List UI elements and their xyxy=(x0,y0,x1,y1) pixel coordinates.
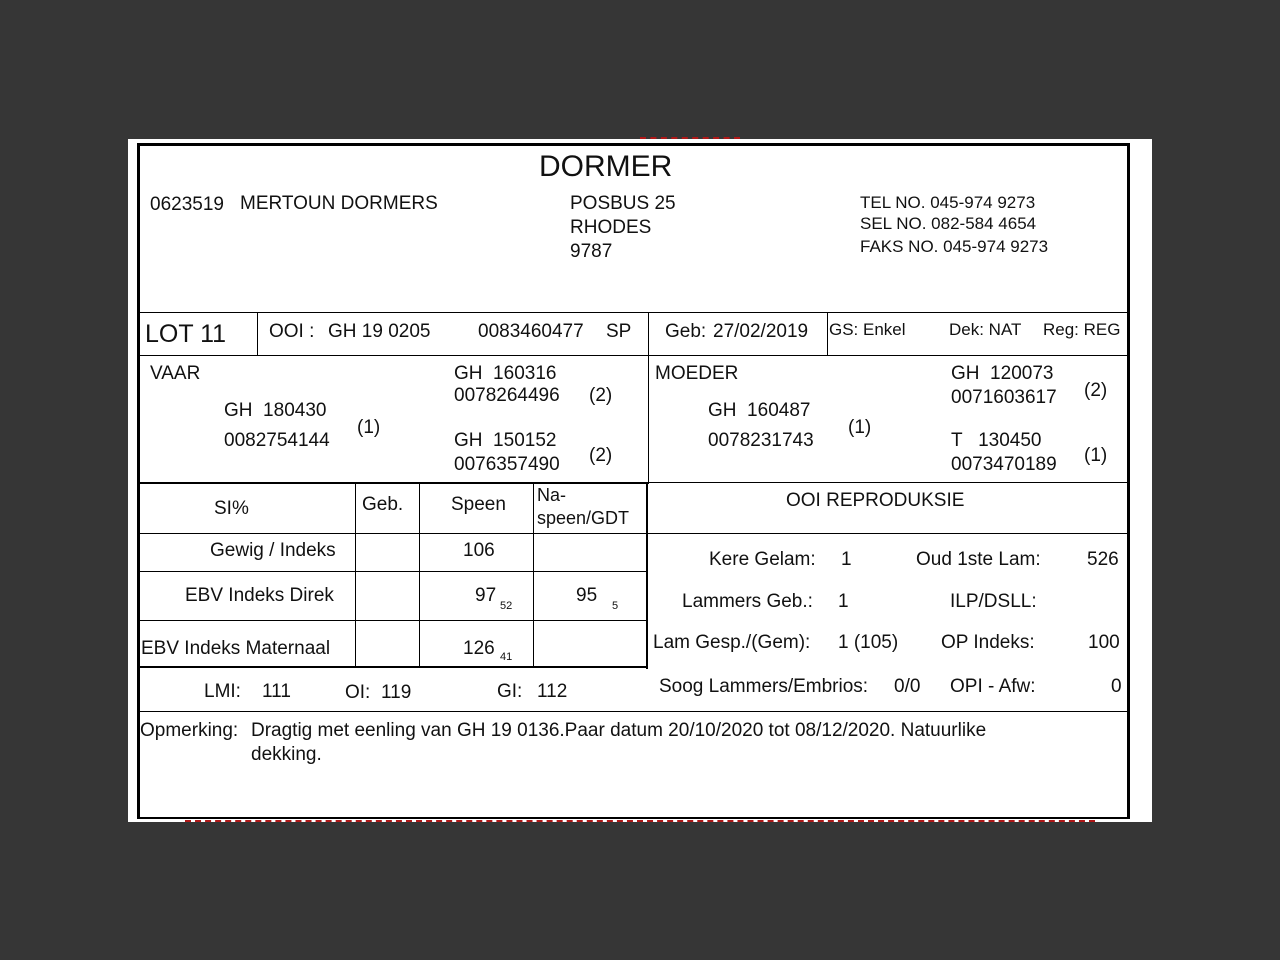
vaar-id: GH 180430 xyxy=(224,400,327,421)
divider-lot-2 xyxy=(648,312,649,355)
repro-title: OOI REPRODUKSIE xyxy=(786,490,965,511)
row-direk-speen: 97 xyxy=(475,585,497,606)
row-gewig-speen: 106 xyxy=(463,540,495,561)
op-indeks-label: OP Indeks: xyxy=(941,632,1035,653)
vaar-dam-number: 0076357490 xyxy=(454,454,560,475)
top-red-cut-mark xyxy=(640,137,740,139)
moeder-label: MOEDER xyxy=(655,363,739,384)
vaar-number: 0082754144 xyxy=(224,430,330,451)
lammers-geb-value: 1 xyxy=(838,591,849,612)
sel-number: SEL NO. 082-584 4654 xyxy=(860,214,1037,233)
ooi-number: 0083460477 xyxy=(478,321,584,342)
opi-label: OPI - Afw: xyxy=(950,676,1036,697)
speen-header: Speen xyxy=(451,494,506,515)
vaar-gen: (1) xyxy=(357,417,381,438)
ooi-code: SP xyxy=(606,321,632,342)
oi-value: 119 xyxy=(381,682,412,703)
opmerking-line-1: Dragtig met eenling van GH 19 0136.Paar datum 20/10/2020 tot 08/12/2020. Natuurlike xyxy=(251,720,987,741)
reg-value: Reg: REG xyxy=(1043,320,1121,339)
repro-top xyxy=(648,482,1129,483)
lot-number: LOT 11 xyxy=(145,320,227,348)
vaar-sire-gen: (2) xyxy=(589,385,613,406)
breed-title: DORMER xyxy=(539,150,673,183)
moeder-sire-number: 0071603617 xyxy=(951,387,1057,408)
geb-label: Geb: xyxy=(665,321,707,342)
kere-gelam-value: 1 xyxy=(841,549,852,570)
ilp-label: ILP/DSLL: xyxy=(950,591,1037,612)
opi-value: 0 xyxy=(1111,676,1122,697)
divider-lot-3 xyxy=(827,312,828,355)
divider-pedigree-middle xyxy=(648,355,649,483)
si-col-3 xyxy=(533,483,534,667)
address-line-3: 9787 xyxy=(570,241,613,262)
lam-gesp-value: 1 (105) xyxy=(838,632,899,653)
faks-number: FAKS NO. 045-974 9273 xyxy=(860,237,1049,256)
moeder-gen: (1) xyxy=(848,417,872,438)
si-table-top xyxy=(139,482,649,484)
geb-date: 27/02/2019 xyxy=(713,321,809,342)
breeder-name: MERTOUN DORMERS xyxy=(240,193,438,214)
lam-gesp-label: Lam Gesp./(Gem): xyxy=(653,632,811,653)
lmi-value: 111 xyxy=(262,681,291,702)
vaar-dam-id: GH 150152 xyxy=(454,430,557,451)
row-maternaal-speen-sub: 41 xyxy=(500,651,513,663)
si-table-bottom xyxy=(139,666,648,668)
moeder-sire-gen: (2) xyxy=(1084,380,1108,401)
oud-lam-label: Oud 1ste Lam: xyxy=(916,549,1041,570)
geb-header: Geb. xyxy=(362,494,404,515)
vaar-sire-id: GH 160316 xyxy=(454,363,557,384)
row-direk-label: EBV Indeks Direk xyxy=(185,585,334,606)
moeder-id: GH 160487 xyxy=(708,400,811,421)
ooi-id: GH 19 0205 xyxy=(328,321,431,342)
tel-number: TEL NO. 045-974 9273 xyxy=(860,193,1036,212)
naspeen-header-line2: speen/GDT xyxy=(537,508,630,528)
opmerking-line-2: dekking. xyxy=(251,744,322,765)
gi-label: GI: xyxy=(497,681,523,702)
soog-label: Soog Lammers/Embrios: xyxy=(659,676,869,697)
si-header: SI% xyxy=(214,498,249,519)
row-direk-speen-sub: 52 xyxy=(500,600,513,612)
soog-value: 0/0 xyxy=(894,676,921,697)
naspeen-header-line1: Na- xyxy=(537,485,567,505)
vaar-sire-number: 0078264496 xyxy=(454,385,560,406)
divider-lot-1 xyxy=(257,312,258,355)
divider-opmerking-top xyxy=(139,711,1129,712)
row-maternaal-label: EBV Indeks Maternaal xyxy=(141,638,331,659)
si-col-2 xyxy=(419,483,420,667)
divider-lot-top xyxy=(139,312,1129,313)
gs-value: GS: Enkel xyxy=(829,320,906,339)
row-direk-naspeen-sub: 5 xyxy=(612,600,619,612)
opmerking-label: Opmerking: xyxy=(140,720,239,741)
ooi-label: OOI : xyxy=(269,321,315,342)
address-line-1: POSBUS 25 xyxy=(570,193,676,214)
row-maternaal-speen: 126 xyxy=(463,638,495,659)
si-row-2 xyxy=(139,571,648,572)
moeder-dam-id: T 130450 xyxy=(951,430,1042,451)
oi-label: OI: xyxy=(345,682,371,703)
bottom-red-cut-mark xyxy=(185,820,1095,822)
row-gewig-label: Gewig / Indeks xyxy=(210,540,336,561)
oud-lam-value: 526 xyxy=(1087,549,1119,570)
moeder-number: 0078231743 xyxy=(708,430,814,451)
kere-gelam-label: Kere Gelam: xyxy=(709,549,816,570)
moeder-sire-id: GH 120073 xyxy=(951,363,1054,384)
address-line-2: RHODES xyxy=(570,217,652,238)
si-col-1 xyxy=(355,483,356,667)
vaar-label: VAAR xyxy=(150,363,201,384)
lmi-label: LMI: xyxy=(204,681,241,702)
si-row-1 xyxy=(139,533,1129,534)
op-indeks-value: 100 xyxy=(1088,632,1120,653)
si-table-right xyxy=(646,482,648,669)
dek-value: Dek: NAT xyxy=(949,320,1022,339)
divider-lot-bottom xyxy=(139,355,1129,356)
lammers-geb-label: Lammers Geb.: xyxy=(682,591,813,612)
row-direk-naspeen: 95 xyxy=(576,585,598,606)
gi-value: 112 xyxy=(537,681,568,702)
vaar-dam-gen: (2) xyxy=(589,445,613,466)
breeder-number: 0623519 xyxy=(150,194,224,215)
moeder-dam-gen: (1) xyxy=(1084,445,1108,466)
moeder-dam-number: 0073470189 xyxy=(951,454,1057,475)
si-row-3 xyxy=(139,620,648,621)
